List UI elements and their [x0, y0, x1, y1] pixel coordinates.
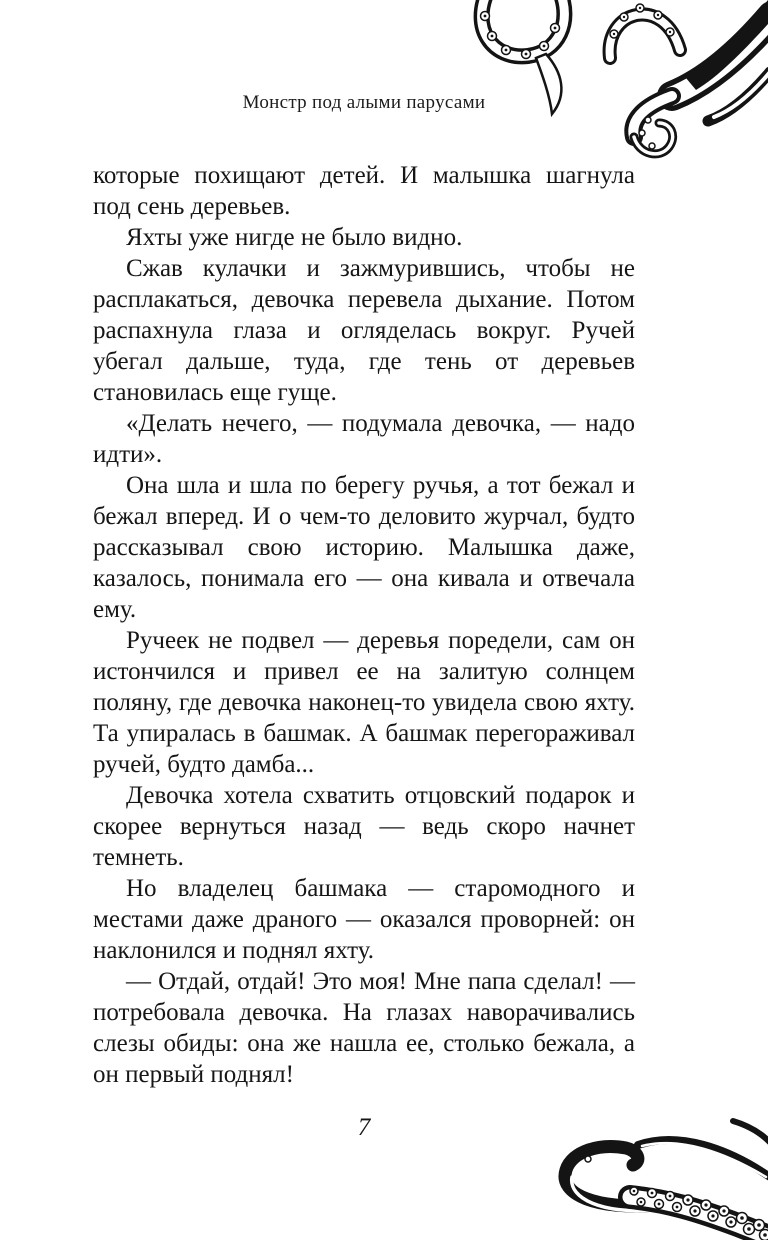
octopus-tentacles-bottom-icon — [538, 1115, 768, 1240]
body-text — [93, 160, 635, 1090]
paragraph: Девочка хотела схватить отцовский подарок и скорее вернуться назад — ведь скоро начнет темнеть. — [93, 782, 635, 871]
paragraph: которые похищают детей. И малышка шагнула под сень деревьев. — [93, 162, 635, 220]
paragraph: Яхты уже нигде не было видно. — [126, 224, 463, 251]
paragraph: Сжав кулачки и зажмурившись, чтобы не расплакаться, девочка перевела дыхание. Потом распахнула глаза и огляделась вокруг. Ручей убегал дальше, туда, где тень от деревьев становилась еще гуще. — [93, 255, 635, 406]
paragraph: — Отдай, отдай! Это моя! Мне папа сделал! — потребовала девочка. На глазах наворачивались слезы обиды: она же нашла ее, столько бежала, а он первый поднял! — [93, 968, 635, 1088]
paragraph: Ручеек не подвел — деревья поредели, сам он истончился и привел ее на залитую солнцем поляну, где девочка наконец-то увидела свою яхту. Та упиралась в башмак. А башмак перегораживал ручей, будто дамба... — [93, 627, 635, 778]
page-number: 7 — [357, 1114, 371, 1141]
paragraph: «Делать нечего, — подумала девочка, — надо идти». — [93, 410, 635, 468]
octopus-tentacles-top-icon — [458, 0, 768, 175]
paragraph: Она шла и шла по берегу ручья, а тот бежал и бежал вперед. И о чем-то деловито журчал, будто рассказывал свою историю. Малышка даже, казалось, понимала его — она кивала и отвечала ему. — [93, 472, 635, 623]
paragraph: Но владелец башмака — старомодного и местами даже драного — оказался проворней: он наклонился и поднял яхту. — [93, 875, 635, 964]
running-head: Монстр под алыми парусами — [242, 92, 486, 113]
